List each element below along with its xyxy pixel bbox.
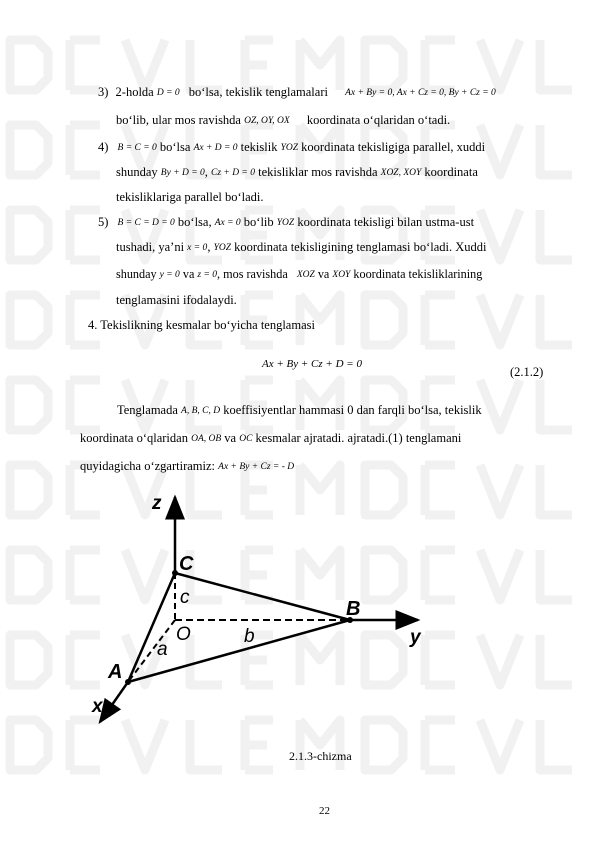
- formula: z = 0: [197, 270, 218, 280]
- text: tekisliklariga parallel bo‘ladi.: [116, 190, 264, 204]
- formula: D = 0: [156, 88, 180, 98]
- text: ,: [204, 165, 208, 179]
- item-number: 4): [98, 140, 109, 154]
- item-number: 5): [98, 215, 109, 229]
- text: va: [182, 267, 195, 281]
- label-o: O: [176, 624, 191, 645]
- formula: Ax + By + Cz = - D: [218, 462, 295, 472]
- text: koordinata tekisligining tenglamasi bo‘ladi. Xuddi: [234, 240, 487, 254]
- label-seg-b: b: [244, 626, 255, 647]
- text: tekislik: [240, 140, 278, 154]
- formula: B = C = 0: [117, 143, 157, 153]
- text: koordinata: [424, 165, 478, 179]
- formula: Ax + D = 0: [193, 143, 238, 153]
- text: bo‘lib, ular mos ravishda: [116, 113, 241, 127]
- text: Tenglamada: [117, 403, 178, 417]
- label-y: y: [410, 627, 421, 648]
- label-z: z: [152, 493, 162, 514]
- text: bo‘lsa,: [177, 215, 212, 229]
- point-c-dot: [172, 570, 178, 576]
- formula: Ax = 0: [214, 218, 241, 228]
- formula: x = 0: [187, 243, 208, 253]
- formula: By + D = 0: [160, 168, 205, 178]
- formula: B = C = D = 0: [117, 218, 175, 228]
- text: koordinata o‘qlaridan o‘tadi.: [306, 113, 451, 127]
- item-number: 3): [98, 85, 109, 99]
- text: shunday: [116, 267, 157, 281]
- section-heading: 4. Tekislikning kesmalar bo‘yicha tenglamasi: [88, 318, 315, 332]
- text: tushadi, ya’ni: [116, 240, 185, 254]
- formula: OC: [239, 434, 253, 444]
- formula: Cz + D = 0: [211, 168, 255, 178]
- main-equation: Ax + By + Cz + D = 0: [262, 358, 362, 370]
- figure-caption: 2.1.3-chizma: [289, 749, 352, 763]
- text: va: [317, 267, 330, 281]
- edge-cb: [175, 573, 350, 620]
- formula: A, B, C, D: [181, 406, 221, 416]
- formula: OZ, OY, OX: [244, 116, 290, 126]
- formula: XOZ, XOY: [380, 168, 422, 178]
- label-seg-a: a: [157, 639, 168, 660]
- formula: Ax + By = 0, Ax + Cz = 0, By + Cz = 0: [345, 88, 496, 98]
- formula: OA, OB: [191, 434, 222, 444]
- text: kesmalar ajratadi. ajratadi.(1) tenglamani: [255, 431, 462, 445]
- text: bo‘lib: [243, 215, 274, 229]
- formula: XOY: [332, 270, 351, 280]
- text: bo‘lsa: [159, 140, 191, 154]
- text: koordinata o‘qlaridan: [80, 431, 188, 445]
- equation-number: (2.1.2): [510, 365, 544, 379]
- x-axis: [100, 682, 128, 722]
- formula: XOZ: [296, 270, 315, 280]
- label-b: B: [346, 598, 361, 620]
- formula: y = 0: [159, 270, 180, 280]
- formula: YOZ: [280, 143, 299, 153]
- text: koordinata tekisliklarining: [353, 267, 483, 281]
- text: 2-holda: [115, 85, 154, 99]
- text: quyidagicha o‘zgartiramiz:: [80, 459, 216, 473]
- label-x: x: [92, 696, 103, 717]
- label-c: C: [179, 553, 194, 575]
- text: shunday: [116, 165, 158, 179]
- text: bo‘lsa, tekislik tenglamalari: [188, 85, 328, 99]
- text: tenglamasini ifodalaydi.: [116, 293, 237, 307]
- formula: YOZ: [276, 218, 295, 228]
- text: koeffisiyentlar hammasi 0 dan farqli bo‘lsa, tekislik: [223, 403, 482, 417]
- text: koordinata tekisligi bilan ustma-ust: [297, 215, 475, 229]
- text: , mos ravishda: [217, 267, 288, 281]
- text: tekisliklar mos ravishda: [258, 165, 378, 179]
- formula: YOZ: [213, 243, 231, 253]
- label-a: A: [108, 661, 123, 683]
- text: koordinata tekisligiga parallel, xuddi: [301, 140, 486, 154]
- page-number: 22: [319, 805, 330, 817]
- edge-ac: [128, 573, 175, 682]
- point-a-dot: [125, 679, 131, 685]
- text: ,: [207, 240, 211, 254]
- label-seg-c: c: [180, 587, 190, 608]
- text: va: [224, 431, 237, 445]
